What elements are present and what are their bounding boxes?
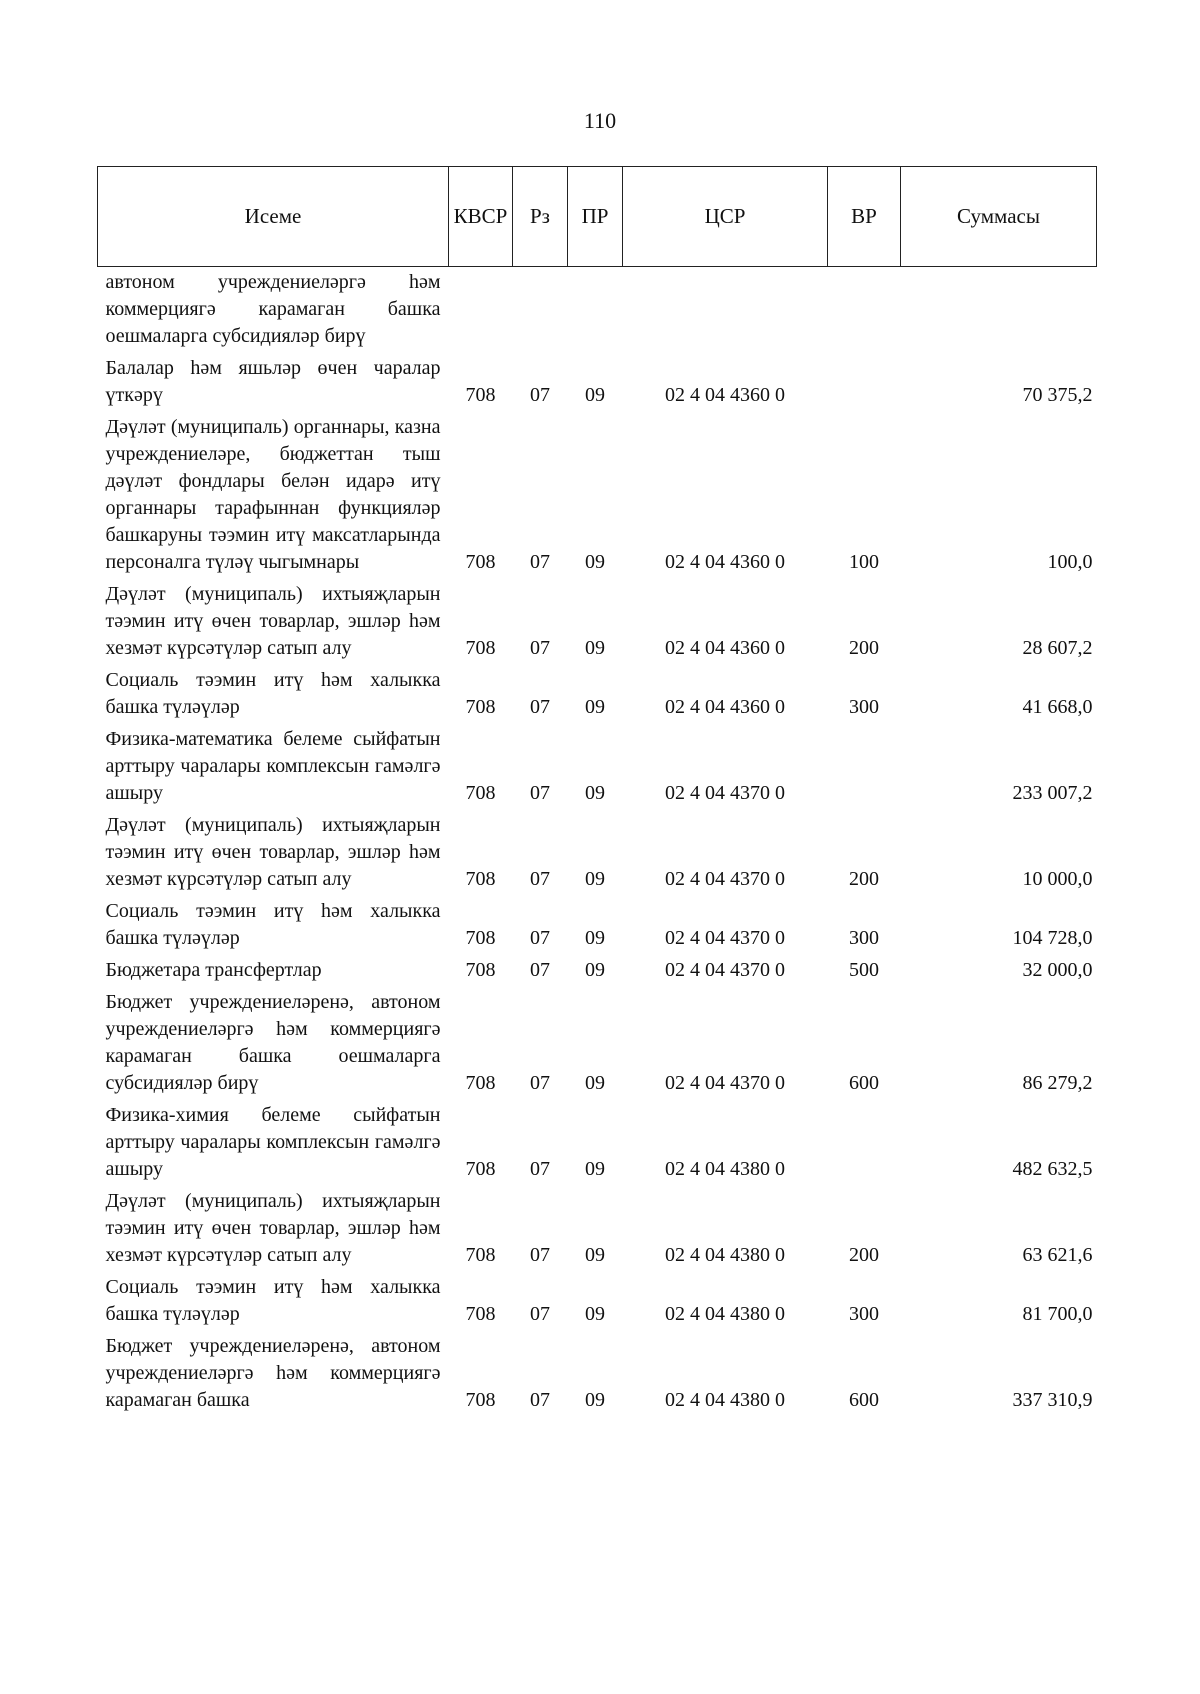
cell-csr: 02 4 04 4380 0: [665, 1303, 785, 1325]
cell-rz: 07: [530, 1072, 550, 1094]
cell-sum: 63 621,6: [1022, 1244, 1093, 1266]
cell-kvsr: 708: [465, 927, 496, 949]
cell-pr: 09: [585, 1389, 605, 1411]
cell-sum: 482 632,5: [1012, 1158, 1093, 1180]
cell-pr: 09: [585, 868, 605, 890]
cell-name: Балалар һәм яшьләр өчен чаралар үткәрү: [105, 357, 441, 406]
cell-kvsr: 708: [465, 551, 496, 573]
cell-pr: 09: [585, 1158, 605, 1180]
cell-pr: 09: [585, 959, 605, 981]
cell-sum: 81 700,0: [1022, 1303, 1093, 1325]
table-header: [98, 167, 1097, 267]
cell-csr: 02 4 04 4370 0: [665, 782, 785, 804]
cell-vr: [828, 726, 901, 812]
cell-name: Бюджет учреждениеләренә, автоном учреждениеләргә һәм коммерциягә карамаган башка оешмаларга субсидияләр бирү: [105, 991, 441, 1094]
cell-kvsr: [449, 267, 513, 356]
cell-rz: 07: [530, 782, 550, 804]
cell-csr: 02 4 04 4360 0: [665, 637, 785, 659]
header-csr: ЦСР: [623, 167, 828, 267]
cell-kvsr: 708: [465, 782, 496, 804]
budget-table: [97, 166, 1097, 1419]
cell-csr: 02 4 04 4380 0: [665, 1389, 785, 1411]
cell-sum: [901, 267, 1097, 356]
cell-rz: 07: [530, 868, 550, 890]
cell-vr: 500: [849, 959, 879, 981]
table-body: [98, 267, 1097, 1420]
cell-sum: 104 728,0: [1012, 927, 1093, 949]
cell-rz: 07: [530, 637, 550, 659]
cell-vr: 300: [849, 927, 879, 949]
cell-vr: 300: [849, 696, 879, 718]
cell-kvsr: 708: [465, 959, 496, 981]
cell-sum: 233 007,2: [1012, 782, 1093, 804]
cell-csr: [623, 267, 828, 356]
cell-kvsr: 708: [465, 637, 496, 659]
cell-rz: 07: [530, 1389, 550, 1411]
table-row: [98, 667, 1097, 726]
cell-pr: 09: [585, 1244, 605, 1266]
cell-kvsr: 708: [465, 868, 496, 890]
cell-vr: 200: [849, 637, 879, 659]
cell-csr: 02 4 04 4370 0: [665, 1072, 785, 1094]
cell-pr: 09: [585, 384, 605, 406]
table-row: [98, 812, 1097, 898]
table-row: [98, 898, 1097, 957]
page-number: 110: [583, 108, 617, 133]
cell-rz: 07: [530, 1303, 550, 1325]
cell-kvsr: 708: [465, 384, 496, 406]
cell-pr: 09: [585, 696, 605, 718]
cell-pr: 09: [585, 551, 605, 573]
header-sum: Суммасы: [901, 167, 1097, 267]
cell-csr: 02 4 04 4370 0: [665, 959, 785, 981]
table-row: [98, 355, 1097, 414]
cell-pr: 09: [585, 782, 605, 804]
cell-name: Бюджетара трансфертлар: [105, 959, 322, 981]
cell-name: Физика-химия белеме сыйфатын арттыру чаралары комплексын гамәлгә ашыру: [105, 1104, 441, 1180]
cell-name: Социаль тәэмин итү һәм халыкка башка түләүләр: [105, 669, 441, 718]
header-row: [98, 167, 1097, 267]
cell-rz: 07: [530, 1244, 550, 1266]
header-name: Исеме: [98, 167, 449, 267]
table-row: [98, 1188, 1097, 1274]
table-row: [98, 581, 1097, 667]
cell-rz: 07: [530, 551, 550, 573]
header-kvsr: КВСР: [449, 167, 513, 267]
header-vr: ВР: [828, 167, 901, 267]
cell-pr: 09: [585, 927, 605, 949]
cell-pr: 09: [585, 637, 605, 659]
cell-sum: 86 279,2: [1022, 1072, 1093, 1094]
cell-csr: 02 4 04 4380 0: [665, 1158, 785, 1180]
table-row: [98, 1333, 1097, 1419]
header-rz: Рз: [513, 167, 568, 267]
cell-name: Дәүләт (муниципаль) органнары, казна учреждениеләре, бюджеттан тыш дәүләт фондлары белән идарә итү органнары тарафыннан функцияләр башкаруны тәэмин итү максатларында персоналга түләү чыгымнары: [105, 416, 441, 573]
cell-sum: 28 607,2: [1022, 637, 1093, 659]
cell-csr: 02 4 04 4360 0: [665, 551, 785, 573]
cell-name: Социаль тәэмин итү һәм халыкка башка түләүләр: [105, 1276, 441, 1325]
cell-name: Социаль тәэмин итү һәм халыкка башка түләүләр: [105, 900, 441, 949]
cell-vr: 600: [849, 1072, 879, 1094]
cell-kvsr: 708: [465, 696, 496, 718]
cell-rz: 07: [530, 384, 550, 406]
table-row: [98, 989, 1097, 1102]
cell-pr: 09: [585, 1303, 605, 1325]
cell-sum: 41 668,0: [1022, 696, 1093, 718]
cell-kvsr: 708: [465, 1244, 496, 1266]
cell-vr: 200: [849, 1244, 879, 1266]
cell-csr: 02 4 04 4360 0: [665, 696, 785, 718]
cell-name: Дәүләт (муниципаль) ихтыяҗларын тәэмин итү өчен товарлар, эшләр һәм хезмәт күрсәтүләр сатып алу: [105, 814, 441, 890]
cell-name: Дәүләт (муниципаль) ихтыяҗларын тәэмин итү өчен товарлар, эшләр һәм хезмәт күрсәтүләр сатып алу: [105, 1190, 441, 1266]
cell-vr: [828, 1102, 901, 1188]
cell-name: автоном учреждениеләргә һәм коммерциягә карамаган башка оешмаларга субсидияләр бирү: [105, 271, 441, 347]
cell-rz: [513, 267, 568, 356]
cell-vr: 200: [849, 868, 879, 890]
cell-csr: 02 4 04 4380 0: [665, 1244, 785, 1266]
table-row: [98, 267, 1097, 356]
cell-sum: 100,0: [1047, 551, 1093, 573]
cell-kvsr: 708: [465, 1158, 496, 1180]
cell-name: Физика-математика белеме сыйфатын арттыру чаралары комплексын гамәлгә ашыру: [105, 728, 441, 804]
cell-sum: 32 000,0: [1022, 959, 1093, 981]
table-row: [98, 1102, 1097, 1188]
cell-csr: 02 4 04 4370 0: [665, 927, 785, 949]
cell-vr: [828, 355, 901, 414]
cell-kvsr: 708: [465, 1303, 496, 1325]
cell-vr: [828, 267, 901, 356]
cell-vr: 600: [849, 1389, 879, 1411]
cell-name: Бюджет учреждениеләренә, автоном учреждениеләргә һәм коммерциягә карамаган башка: [105, 1335, 441, 1411]
cell-rz: 07: [530, 696, 550, 718]
cell-pr: [568, 267, 623, 356]
cell-sum: 337 310,9: [1012, 1389, 1093, 1411]
cell-sum: 10 000,0: [1022, 868, 1093, 890]
cell-csr: 02 4 04 4360 0: [665, 384, 785, 406]
table-row: [98, 1274, 1097, 1333]
cell-kvsr: 708: [465, 1072, 496, 1094]
table-row: [98, 726, 1097, 812]
table-row: [98, 414, 1097, 581]
cell-name: Дәүләт (муниципаль) ихтыяҗларын тәэмин итү өчен товарлар, эшләр һәм хезмәт күрсәтүләр сатып алу: [105, 583, 441, 659]
cell-sum: 70 375,2: [1022, 384, 1093, 406]
cell-rz: 07: [530, 927, 550, 949]
cell-rz: 07: [530, 959, 550, 981]
cell-kvsr: 708: [465, 1389, 496, 1411]
cell-csr: 02 4 04 4370 0: [665, 868, 785, 890]
cell-pr: 09: [585, 1072, 605, 1094]
header-pr: ПР: [568, 167, 623, 267]
cell-rz: 07: [530, 1158, 550, 1180]
cell-vr: 100: [849, 551, 879, 573]
cell-vr: 300: [849, 1303, 879, 1325]
table-row: [98, 957, 1097, 989]
